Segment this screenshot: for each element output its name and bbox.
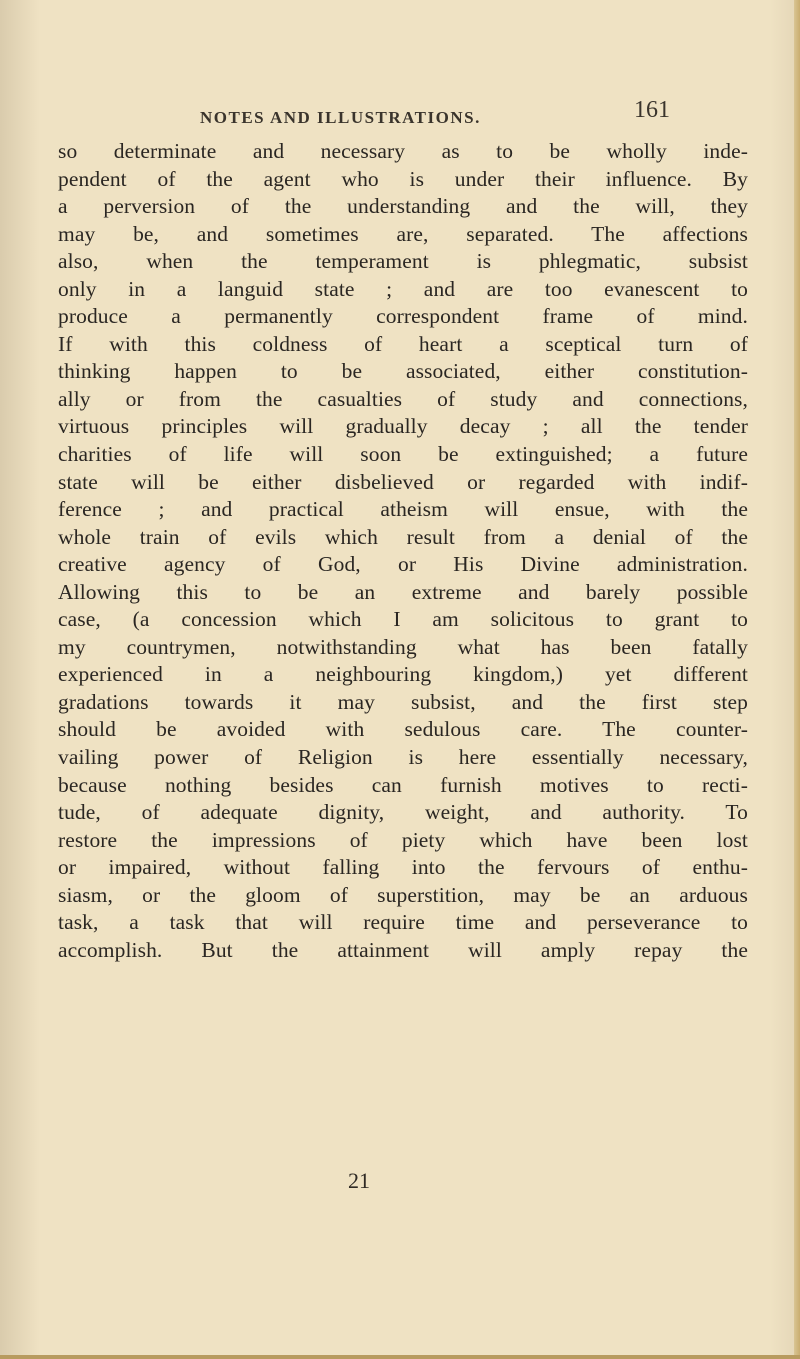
text-line: so determinate and necessary as to be wholly inde- xyxy=(58,139,748,163)
running-head: NOTES AND ILLUSTRATIONS. xyxy=(200,108,481,127)
text-line: vailing power of Religion is here essentially necessary, xyxy=(58,745,748,770)
text-line: also, when the temperament is phlegmatic, subsist xyxy=(58,249,748,274)
text-line: produce a permanently correspondent frame of mind. xyxy=(58,304,748,329)
text-line: gradations towards it may subsist, and the first step xyxy=(58,689,748,714)
text-line: accomplish. But the attainment will amply repay the xyxy=(58,937,748,962)
text-line: creative agency of God, or His Divine administration. xyxy=(58,552,748,577)
text-line: only in a languid state ; and are too evanescent to xyxy=(58,276,748,301)
text-line: a perversion of the understanding and the will, they xyxy=(58,194,748,219)
text-line: state will be either disbelieved or regarded with indif- xyxy=(58,469,748,494)
text-line: task, a task that will require time and perseverance to xyxy=(58,910,748,935)
text-line: tude, of adequate dignity, weight, and authority. To xyxy=(58,800,748,825)
text-line: case, (a concession which I am solicitous to grant to xyxy=(58,607,748,632)
signature-mark: 21 xyxy=(348,1168,370,1193)
text-line: because nothing besides can furnish motives to recti- xyxy=(58,772,748,797)
text-line: whole train of evils which result from a denial of the xyxy=(58,524,748,549)
body-text xyxy=(58,138,748,964)
text-line: pendent of the agent who is under their influence. By xyxy=(58,166,748,191)
page-edge-right xyxy=(794,0,800,1359)
text-line: may be, and sometimes are, separated. The affections xyxy=(58,221,748,246)
text-line: my countrymen, notwithstanding what has been fatally xyxy=(58,634,748,659)
text-line: charities of life will soon be extinguished; a future xyxy=(58,442,748,467)
text-line: experienced in a neighbouring kingdom,) yet different xyxy=(58,662,748,687)
text-line: restore the impressions of piety which have been lost xyxy=(58,827,748,852)
page-number: 161 xyxy=(634,97,670,123)
text-line: or impaired, without falling into the fervours of enthu- xyxy=(58,855,748,880)
text-line: If with this coldness of heart a sceptical turn of xyxy=(58,331,748,356)
text-line: virtuous principles will gradually decay ; all the tender xyxy=(58,414,748,439)
text-line: ference ; and practical atheism will ensue, with the xyxy=(58,497,748,522)
text-line: ally or from the casualties of study and connections, xyxy=(58,386,748,411)
text-line: Allowing this to be an extreme and barely possible xyxy=(58,579,748,604)
text-line: should be avoided with sedulous care. The counter- xyxy=(58,717,748,742)
page-edge-bottom xyxy=(0,1355,800,1359)
text-line: siasm, or the gloom of superstition, may be an arduous xyxy=(58,882,748,907)
text-line: thinking happen to be associated, either constitution- xyxy=(58,359,748,384)
